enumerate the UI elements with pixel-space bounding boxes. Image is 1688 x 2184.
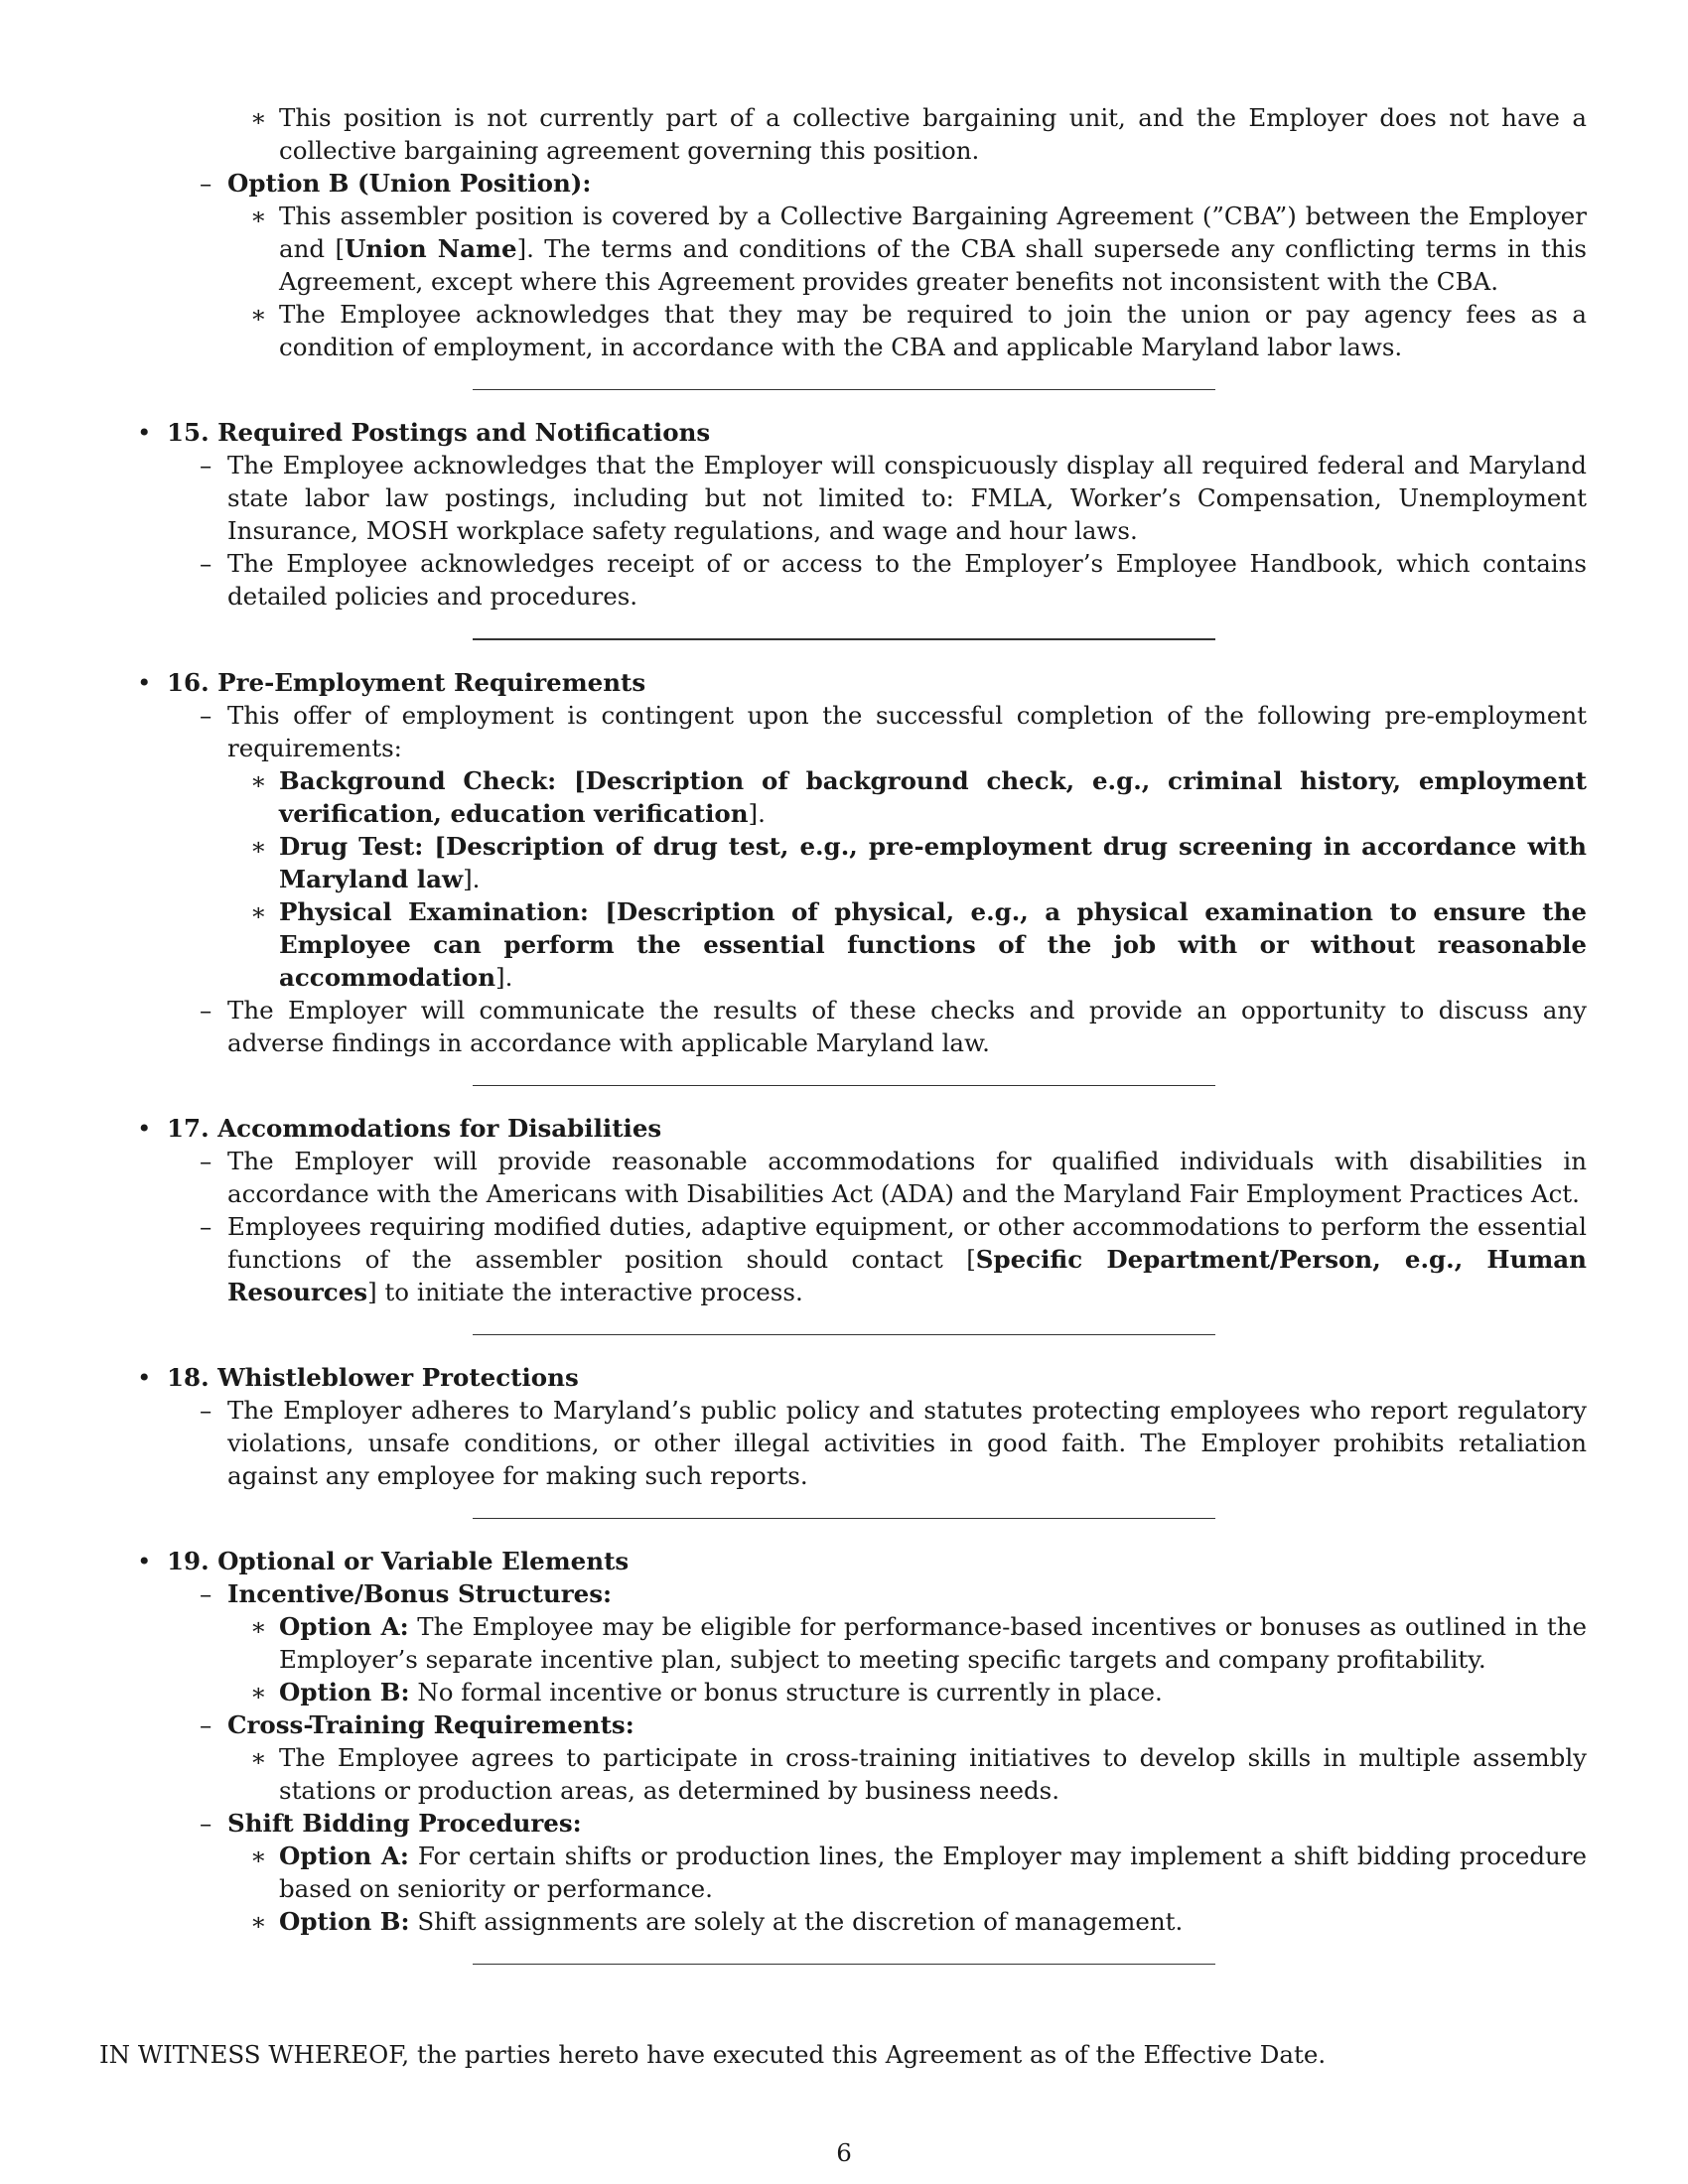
star-marker: ∗ [250,832,267,861]
cross-training-item [250,1741,1587,1807]
star-marker: ∗ [250,1907,267,1936]
dash-marker: – [200,1579,212,1608]
union-fees-text: The Employee acknowledges that they may be required to join the union or pay agency fees as a condition of employment, in accordance with the CBA and applicable Maryland labor laws. [279,300,1587,361]
results-text: The Employer will communicate the results of these checks and provide an opportunity to discuss any adverse findings in accordance with applicable Maryland law. [227,996,1587,1057]
cba-text-start: This assembler position is covered by a Collective Bargaining Agreement (”CBA”) between the Employer and [ [279,202,1587,263]
dash-marker: – [200,1710,212,1739]
background-check-text: Background Check: [Description of background check, e.g., criminal history, employment verification, education verification [279,766,1587,828]
drug-test-item [250,830,1587,895]
dash-marker: – [200,1212,212,1241]
physical-exam-item [250,895,1587,994]
incentive-option-a [250,1610,1587,1676]
star-marker: ∗ [250,202,267,230]
section-divider [473,389,1215,390]
section-15-item-1 [200,449,1587,547]
bullet-marker: • [137,1114,152,1143]
physical-exam-tail: ]. [495,963,513,992]
cross-training-heading [200,1708,1587,1741]
accommodation-text-end: ] to initiate the interactive process. [367,1278,803,1306]
option-a-label: Option A: [279,1842,409,1870]
section-16-results [200,994,1587,1059]
bullet-marker: • [137,418,152,447]
star-marker: ∗ [250,766,267,795]
witness-statement: IN WITNESS WHEREOF, the parties hereto have executed this Agreement as of the Effective Date. [99,2040,1327,2069]
drug-test-tail: ]. [463,865,481,893]
section-16-intro [200,699,1587,764]
section-16-heading [137,666,1587,699]
star-marker: ∗ [250,300,267,329]
option-b-union-item [200,167,1587,200]
section-19-heading [137,1545,1587,1577]
dash-marker: – [200,701,212,730]
cba-item [250,200,1587,298]
section-divider [473,1964,1215,1965]
background-check-item [250,764,1587,830]
section-15-title: 15. Required Postings and Notifications [167,418,711,447]
star-marker: ∗ [250,1743,267,1772]
section-15-item-2 [200,547,1587,613]
option-b-union-label: Option B (Union Position): [227,169,592,198]
dash-marker: – [200,1147,212,1175]
section-divider [473,1334,1215,1335]
dash-marker: – [200,451,212,479]
section-divider [473,1518,1215,1519]
background-check-tail: ]. [748,799,766,828]
section-17-item-1 [200,1145,1587,1210]
whistleblower-text: The Employer adheres to Maryland’s public policy and statutes protecting employees who report regulatory violations, unsafe conditions, or other illegal activities in good faith. The Employer prohibits retaliation against any employee for making such reports. [227,1396,1587,1490]
dash-marker: – [200,996,212,1024]
cba-text-end: ]. The terms and conditions of the CBA shall supersede any conflicting terms in this Agreement, except where this Agreement provides greater benefits not inconsistent with the CBA. [279,234,1587,296]
section-15-heading [137,416,1587,449]
dash-marker: – [200,549,212,578]
union-name-placeholder: Union Name [345,234,517,263]
contingency-text: This offer of employment is contingent upon the successful completion of the following pre-employment requirements: [227,701,1587,762]
option-a-text: The Employee may be eligible for performance-based incentives or bonuses as outlined in the Employer’s separate incentive plan, subject to meeting specific targets and company profitability. [279,1612,1587,1674]
postings-text: The Employee acknowledges that the Employer will conspicuously display all required federal and Maryland state labor law postings, including but not limited to: FMLA, Worker’s Compensation, Unemployment Insurance, MOSH workplace safety regulations, and wage and hour laws. [227,451,1587,545]
page-number: 6 [836,2138,852,2167]
non-union-text: This position is not currently part of a collective bargaining unit, and the Employer does not have a collective bargaining agreement governing this position. [279,103,1587,165]
incentive-label: Incentive/Bonus Structures: [227,1579,613,1608]
handbook-text: The Employee acknowledges receipt of or access to the Employer’s Employee Handbook, which contains detailed policies and procedures. [227,549,1587,611]
section-17-heading [137,1112,1587,1145]
section-17-title: 17. Accommodations for Disabilities [167,1114,662,1143]
star-marker: ∗ [250,103,267,132]
section-17-item-2 [200,1210,1587,1308]
star-marker: ∗ [250,897,267,926]
cross-training-label: Cross-Training Requirements: [227,1710,634,1739]
bullet-marker: • [137,1363,152,1392]
section-18-heading [137,1361,1587,1394]
option-b-label: Option B: [279,1678,410,1706]
section-divider [473,638,1215,640]
accommodation-text-start: Employees requiring modified duties, adaptive equipment, or other accommodations to perform the essential functions of the assembler position should contact [ [227,1212,1587,1274]
shift-bidding-heading [200,1807,1587,1840]
option-a-label: Option A: [279,1612,409,1641]
incentive-option-b [250,1676,1587,1708]
shift-option-b [250,1905,1587,1938]
incentive-heading [200,1577,1587,1610]
section-18-title: 18. Whistleblower Protections [167,1363,579,1392]
option-b-text: Shift assignments are solely at the discretion of management. [409,1907,1184,1936]
physical-exam-text: Physical Examination: [Description of physical, e.g., a physical examination to ensure the Employee can perform the essential functions of the job with or without reasonable accommodation [279,897,1587,992]
dash-marker: – [200,1809,212,1838]
option-a-text: For certain shifts or production lines, the Employer may implement a shift bidding procedure based on seniority or performance. [279,1842,1587,1903]
star-marker: ∗ [250,1842,267,1870]
dash-marker: – [200,169,212,198]
star-marker: ∗ [250,1612,267,1641]
option-b-label: Option B: [279,1907,410,1936]
contact-placeholder: Specific Department/Person, e.g., Human Resources [227,1245,1587,1306]
bullet-marker: • [137,668,152,697]
section-18-item-1 [200,1394,1587,1492]
option-b-text: No formal incentive or bonus structure is currently in place. [409,1678,1163,1706]
section-16-title: 16. Pre-Employment Requirements [167,668,646,697]
star-marker: ∗ [250,1678,267,1706]
shift-bidding-label: Shift Bidding Procedures: [227,1809,582,1838]
cross-training-text: The Employee agrees to participate in cross-training initiatives to develop skills in multiple assembly stations or production areas, as determined by business needs. [279,1743,1587,1805]
shift-option-a [250,1840,1587,1905]
union-fees-item [250,298,1587,363]
bullet-marker: • [137,1547,152,1575]
ada-text: The Employer will provide reasonable accommodations for qualified individuals with disabilities in accordance with the Americans with Disabilities Act (ADA) and the Maryland Fair Employment Practices Act. [227,1147,1587,1208]
dash-marker: – [200,1396,212,1425]
non-union-item [250,101,1587,167]
section-19-title: 19. Optional or Variable Elements [167,1547,630,1575]
drug-test-text: Drug Test: [Description of drug test, e.g., pre-employment drug screening in accordance with Maryland law [279,832,1587,893]
section-divider [473,1085,1215,1086]
